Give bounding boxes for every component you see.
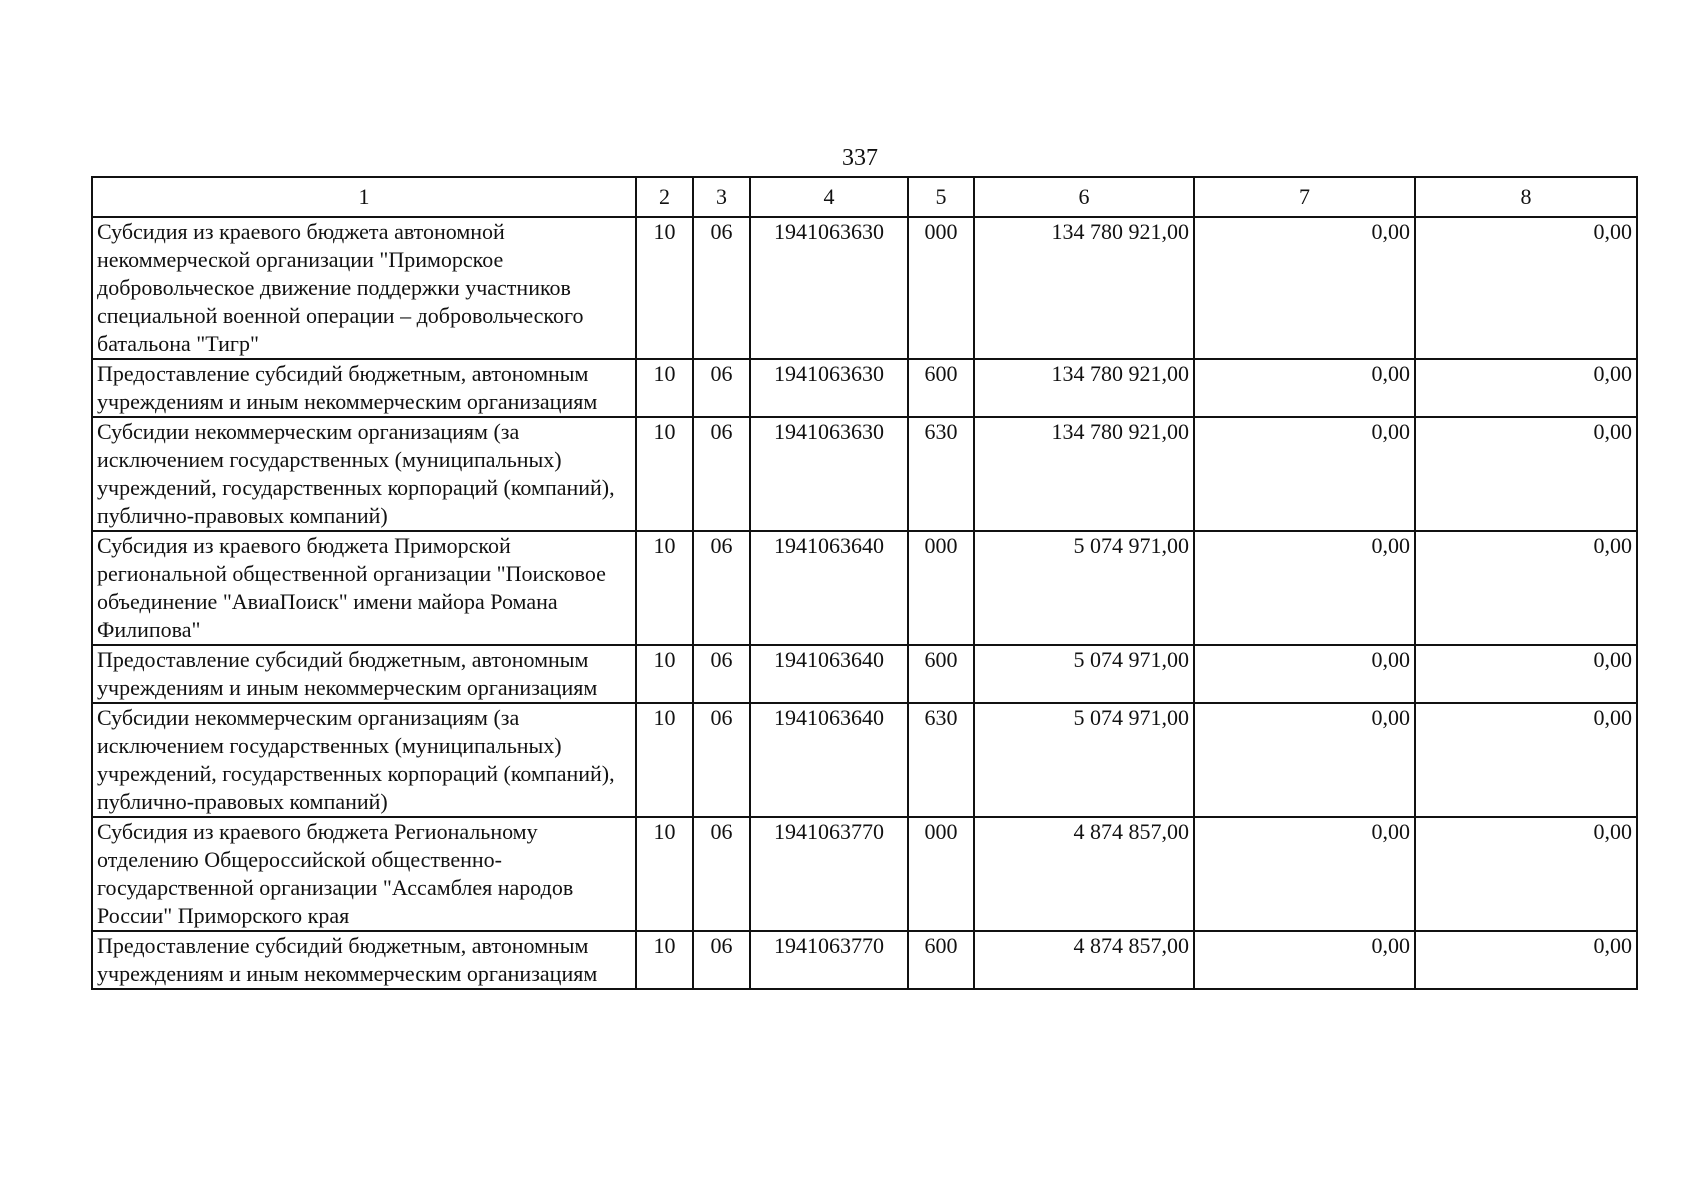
subsection-code: 06 [693, 217, 750, 359]
table-row [92, 703, 1637, 817]
amount-col-6: 4 874 857,00 [974, 817, 1194, 931]
section-code: 10 [636, 703, 693, 817]
subsection-code: 06 [693, 359, 750, 417]
header-cell-3: 3 [693, 177, 750, 217]
row-name: Субсидии некоммерческим организациям (за исключением государственных (муниципальных) учреждений, государственных корпораций (компаний), публично-правовых компаний) [92, 417, 636, 531]
row-name: Субсидия из краевого бюджета Приморской региональной общественной организации "Поисковое объединение "АвиаПоиск" имени майора Романа Филипова" [92, 531, 636, 645]
table-row [92, 531, 1637, 645]
header-row [92, 177, 1637, 217]
amount-col-6: 5 074 971,00 [974, 645, 1194, 703]
amount-col-8: 0,00 [1415, 359, 1637, 417]
budget-table [91, 176, 1638, 990]
target-article-code: 1941063640 [750, 531, 908, 645]
subsection-code: 06 [693, 417, 750, 531]
amount-col-6: 4 874 857,00 [974, 931, 1194, 989]
target-article-code: 1941063770 [750, 817, 908, 931]
target-article-code: 1941063630 [750, 359, 908, 417]
section-code: 10 [636, 645, 693, 703]
row-name: Предоставление субсидий бюджетным, автономным учреждениям и иным некоммерческим организациям [92, 645, 636, 703]
header-cell-7: 7 [1194, 177, 1415, 217]
subsection-code: 06 [693, 931, 750, 989]
amount-col-6: 5 074 971,00 [974, 531, 1194, 645]
header-cell-1: 1 [92, 177, 636, 217]
expense-type-code: 630 [908, 417, 974, 531]
section-code: 10 [636, 817, 693, 931]
expense-type-code: 600 [908, 645, 974, 703]
amount-col-6: 134 780 921,00 [974, 359, 1194, 417]
amount-col-6: 5 074 971,00 [974, 703, 1194, 817]
table-row [92, 417, 1637, 531]
subsection-code: 06 [693, 703, 750, 817]
expense-type-code: 630 [908, 703, 974, 817]
row-name: Предоставление субсидий бюджетным, автономным учреждениям и иным некоммерческим организациям [92, 359, 636, 417]
row-name: Предоставление субсидий бюджетным, автономным учреждениям и иным некоммерческим организациям [92, 931, 636, 989]
amount-col-8: 0,00 [1415, 645, 1637, 703]
section-code: 10 [636, 359, 693, 417]
amount-col-7: 0,00 [1194, 703, 1415, 817]
section-code: 10 [636, 417, 693, 531]
header-cell-8: 8 [1415, 177, 1637, 217]
page-number: 337 [842, 145, 878, 171]
amount-col-7: 0,00 [1194, 531, 1415, 645]
amount-col-7: 0,00 [1194, 645, 1415, 703]
subsection-code: 06 [693, 817, 750, 931]
expense-type-code: 600 [908, 931, 974, 989]
amount-col-6: 134 780 921,00 [974, 417, 1194, 531]
table-row [92, 817, 1637, 931]
section-code: 10 [636, 217, 693, 359]
section-code: 10 [636, 531, 693, 645]
header-cell-5: 5 [908, 177, 974, 217]
amount-col-8: 0,00 [1415, 417, 1637, 531]
target-article-code: 1941063640 [750, 645, 908, 703]
amount-col-8: 0,00 [1415, 217, 1637, 359]
amount-col-8: 0,00 [1415, 703, 1637, 817]
table-row [92, 217, 1637, 359]
table-row [92, 931, 1637, 989]
amount-col-7: 0,00 [1194, 217, 1415, 359]
header-cell-4: 4 [750, 177, 908, 217]
subsection-code: 06 [693, 531, 750, 645]
table-row [92, 359, 1637, 417]
subsection-code: 06 [693, 645, 750, 703]
row-name: Субсидии некоммерческим организациям (за исключением государственных (муниципальных) учреждений, государственных корпораций (компаний), публично-правовых компаний) [92, 703, 636, 817]
table-row [92, 645, 1637, 703]
expense-type-code: 000 [908, 217, 974, 359]
row-name: Субсидия из краевого бюджета автономной некоммерческой организации "Приморское добровольческое движение поддержки участников специальной военной операции – добровольческого батальона "Тигр" [92, 217, 636, 359]
amount-col-7: 0,00 [1194, 817, 1415, 931]
amount-col-7: 0,00 [1194, 931, 1415, 989]
amount-col-6: 134 780 921,00 [974, 217, 1194, 359]
section-code: 10 [636, 931, 693, 989]
amount-col-8: 0,00 [1415, 931, 1637, 989]
expense-type-code: 600 [908, 359, 974, 417]
amount-col-8: 0,00 [1415, 531, 1637, 645]
target-article-code: 1941063640 [750, 703, 908, 817]
amount-col-8: 0,00 [1415, 817, 1637, 931]
amount-col-7: 0,00 [1194, 359, 1415, 417]
expense-type-code: 000 [908, 817, 974, 931]
target-article-code: 1941063770 [750, 931, 908, 989]
header-cell-6: 6 [974, 177, 1194, 217]
row-name: Субсидия из краевого бюджета Региональному отделению Общероссийской общественно-государственной организации "Ассамблея народов России" Приморского края [92, 817, 636, 931]
amount-col-7: 0,00 [1194, 417, 1415, 531]
target-article-code: 1941063630 [750, 417, 908, 531]
target-article-code: 1941063630 [750, 217, 908, 359]
expense-type-code: 000 [908, 531, 974, 645]
header-cell-2: 2 [636, 177, 693, 217]
